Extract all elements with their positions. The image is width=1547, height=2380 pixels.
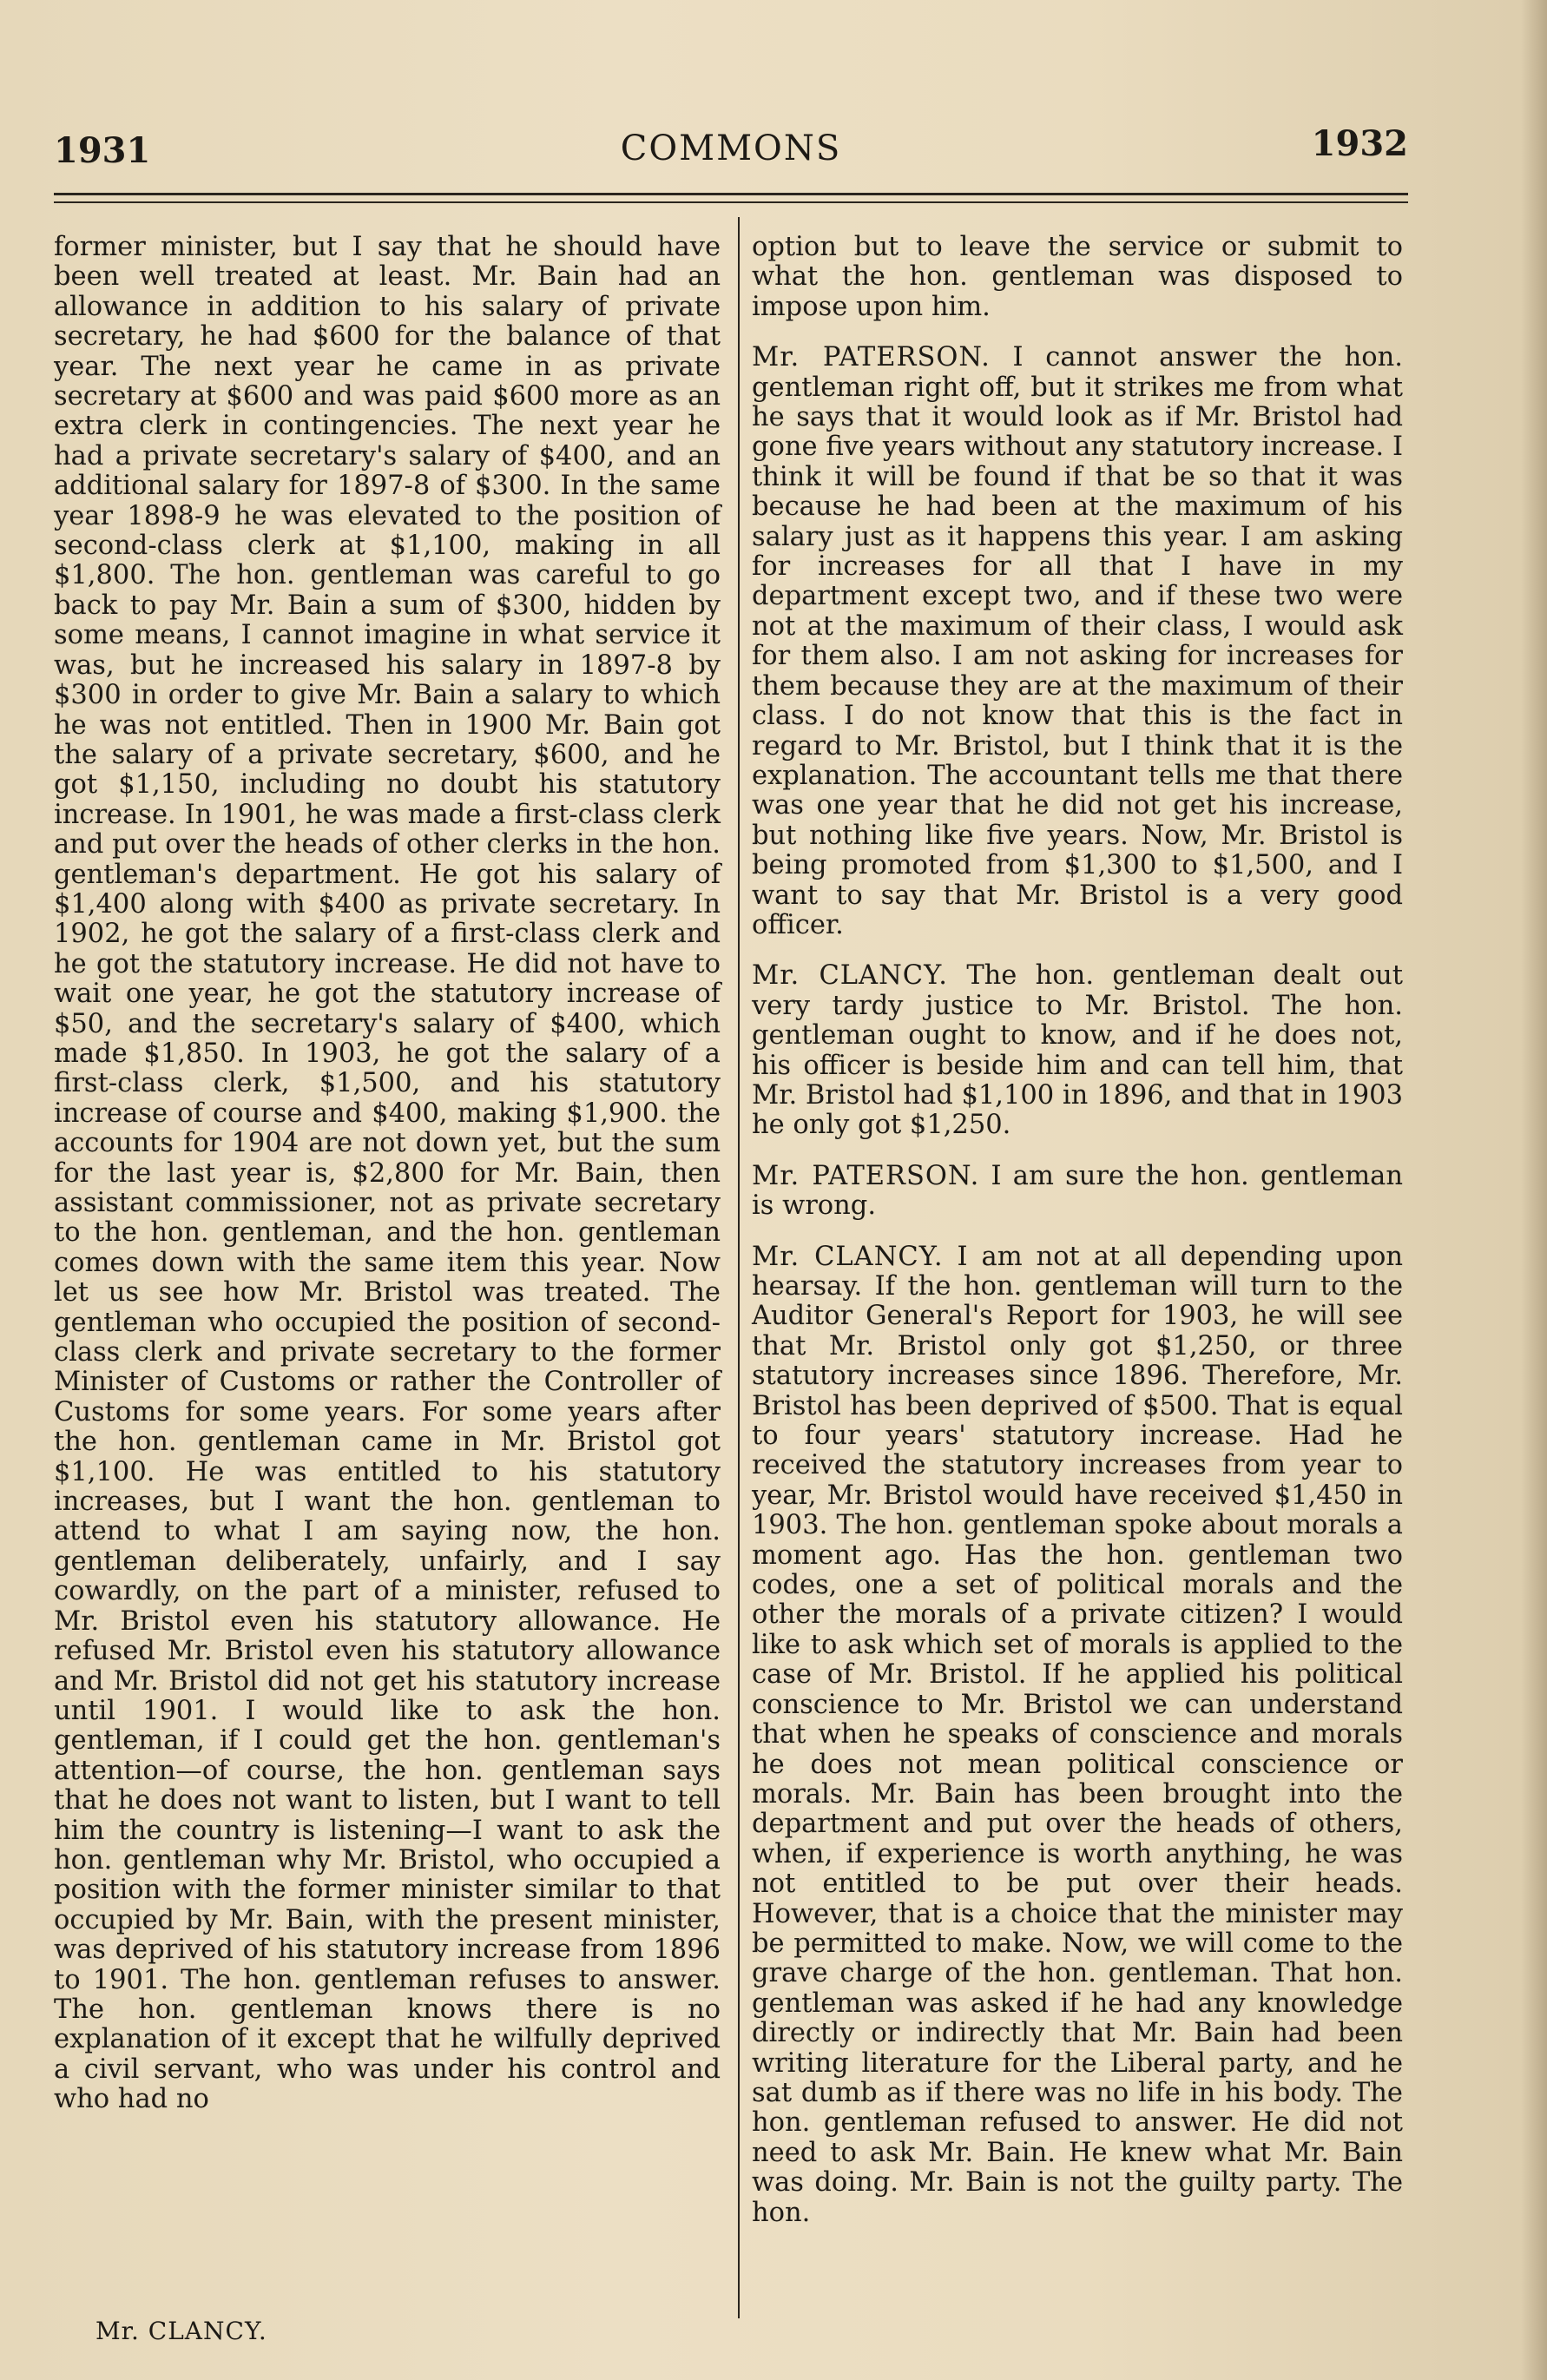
page-header [54, 122, 1408, 174]
column-divider [738, 217, 740, 2318]
paragraph [752, 343, 1403, 940]
page-title: COMMONS [620, 129, 842, 168]
paragraph [752, 1243, 1403, 2228]
page-number-left: 1931 [54, 130, 151, 171]
paragraph [752, 233, 1403, 322]
header-rule-bottom [54, 201, 1408, 203]
paragraph [752, 961, 1403, 1140]
speaker-name: Mr. CLANCY. [752, 1241, 944, 1272]
paragraph-text: I am not at all depending upon hearsay. If the hon. gentleman will turn to the Auditor General's Report for 1903, he will see that Mr. Bristol only got $1,250, or three statutory increases since 1896. Therefore, Mr. Bristol has been deprived of $500. That is equal to four years' statutory increase. Had he received the statutory increases from year to year, Mr. Bristol would have received $1,450 in 1903. The hon. gentleman spoke about morals a moment ago. Has the hon. gentleman two codes, one a set of political morals and the other the morals of a private citizen? I would like to ask which set of morals is applied to the case of Mr. Bristol. If he applied his political conscience to Mr. Bristol we can understand that when he speaks of conscience and morals he does not mean political conscience or morals. Mr. Bain has been brought into the department and put over the heads of others, when, if experience is worth anything, he was not entitled to be put over their heads. However, that is a choice that the minister may be permitted to make. Now, we will come to the grave charge of the hon. gentleman. That hon. gentleman was asked if he had any knowledge directly or indirectly that Mr. Bain had been writing literature for the Liberal party, and he sat dumb as if there was no life in his body. The hon. gentleman refused to answer. He did not need to ask Mr. Bain. He knew what Mr. Bain was doing. Mr. Bain is not the guilty party. The hon. [752, 1241, 1404, 2228]
paragraph-text: The hon. gentleman dealt out very tardy justice to Mr. Bristol. The hon. gentleman ought to know, and if he does not, his officer is beside him and can tell him, that Mr. Bristol had $1,100 in 1896, and that in 1903 he only got $1,250. [752, 960, 1404, 1141]
header-rule-top [54, 193, 1408, 195]
footer-speaker: Mr. CLANCY. [95, 2317, 267, 2345]
speaker-name: Mr. PATERSON. [752, 342, 991, 373]
left-column [54, 233, 721, 2115]
speaker-name: Mr. PATERSON. [752, 1160, 980, 1191]
left-column-text: former minister, but I say that he should have been well treated at least. Mr. Bain had an allowance in addition to his salary of private secretary, he had $600 for the balance of that year. The next year he came in as private secretary at $600 and was paid $600 more as an extra clerk in contingencies. The next year he had a private secretary's salary of $400, and an additional salary for 1897-8 of $300. In the same year 1898-9 he was elevated to the position of second-class clerk at $1,100, making in all $1,800. The hon. gentleman was careful to go back to pay Mr. Bain a sum of $300, hidden by some means, I cannot imagine in what service it was, but he increased his salary in 1897-8 by $300 in order to give Mr. Bain a salary to which he was not entitled. Then in 1900 Mr. Bain got the salary of a private secretary, $600, and he got $1,150, including no doubt his statutory increase. In 1901, he was made a first-class clerk and put over the heads of other clerks in the hon. gentleman's department. He got his salary of $1,400 along with $400 as private secretary. In 1902, he got the salary of a first-class clerk and he got the statutory increase. He did not have to wait one year, he got the statutory increase of $50, and the secretary's salary of $400, which made $1,850. In 1903, he got the salary of a first-class clerk, $1,500, and his statutory increase of course and $400, making $1,900. the accounts for 1904 are not down yet, but the sum for the last year is, $2,800 for Mr. Bain, then assistant commissioner, not as private secretary to the hon. gentleman, and the hon. gentleman comes down with the same item this year. Now let us see how Mr. Bristol was treated. The gentleman who occupied the position of second-class clerk and private secretary to the former Minister of Customs or rather the Controller of Customs for some years. For some years after the hon. gentleman came in Mr. Bristol got $1,100. He was entitled to his statutory increases, but I want the hon. gentleman to attend to what I am saying now, the hon. gentleman deliberately, unfairly, and I say cowardly, on the part of a minister, refused to Mr. Bristol even his statutory allowance. He refused Mr. Bristol even his statutory allowance and Mr. Bristol did not get his statutory increase until 1901. I would like to ask the hon. gentleman, if I could get the hon. gentleman's attention—of course, the hon. gentleman says that he does not want to listen, but I want to tell him the country is listening—I want to ask the hon. gentleman why Mr. Bristol, who occupied a position with the former minister similar to that occupied by Mr. Bain, with the present minister, was deprived of his statutory increase from 1896 to 1901. The hon. gentleman refuses to answer. The hon. gentleman knows there is no explanation of it except that he wilfully deprived a civil servant, who was under his control and who had no [54, 232, 721, 2115]
paragraph-text: option but to leave the service or submit to what the hon. gentleman was disposed to impose upon him. [752, 232, 1403, 322]
paragraph-text: I am sure the hon. gentleman is wrong. [752, 1160, 1403, 1222]
paragraph-text: I cannot answer the hon. gentleman right off, but it strikes me from what he says that it would look as if Mr. Bristol had gone five years without any statutory increase. I think it will be found if that be so that it was because he had been at the maximum of his salary just as it happens this year. I am asking for increases for all that I have in my department except two, and if these two were not at the maximum of their class, I would ask for them also. I am not asking for increases for them because they are at the maximum of their class. I do not know that this is the fact in regard to Mr. Bristol, but I think that it is the explanation. The accountant tells me that there was one year that he did not get his increase, but nothing like five years. Now, Mr. Bristol is being promoted from $1,300 to $1,500, and I want to say that Mr. Bristol is a very good officer. [752, 342, 1403, 940]
speaker-name: Mr. CLANCY. [752, 960, 949, 992]
right-column [752, 233, 1403, 2249]
page-edge-shadow [1521, 0, 1547, 2380]
paragraph [752, 1162, 1403, 1222]
page-number-right: 1932 [1311, 123, 1408, 164]
